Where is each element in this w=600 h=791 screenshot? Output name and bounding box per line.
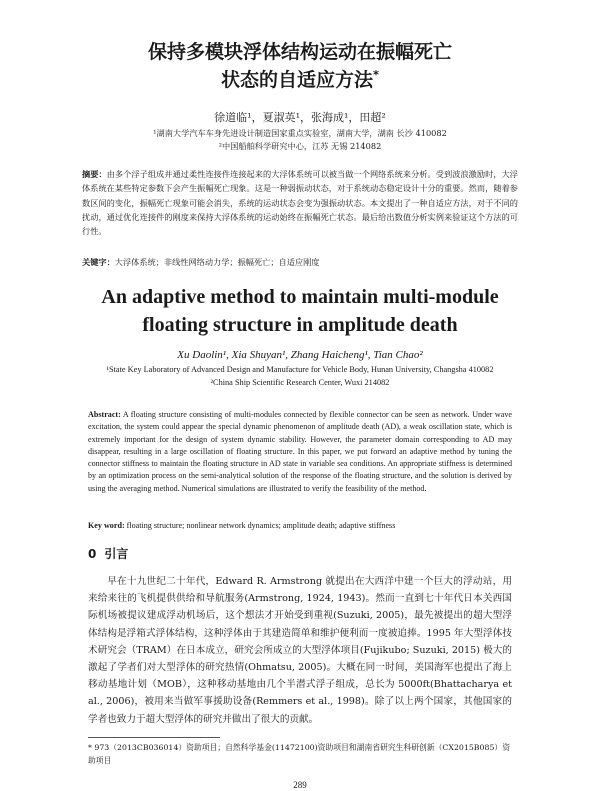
english-title <box>40 283 560 339</box>
page-number: 289 <box>293 780 307 790</box>
english-authors: Xu Daolin¹, Xia Shuyan¹, Zhang Haicheng¹, Tian Chao² <box>177 349 423 361</box>
chinese-keywords <box>82 257 518 268</box>
english-affiliation-2: ²China Ship Scientific Research Center, Wuxi 214082 <box>210 377 390 387</box>
chinese-title-line-2 <box>40 66 560 94</box>
chinese-title-line-2-text: 状态的自适应方法 <box>221 69 374 91</box>
chinese-affiliations <box>60 127 540 153</box>
chinese-affiliation-2: ²中国船舶科学研究中心，江苏 无锡 214082 <box>218 141 382 151</box>
introduction-paragraph: 早在十九世纪二十年代，Edward R. Armstrong 就提出在大西洋中建一个巨大的浮动站，用来给来往的飞机提供供给和导航服务(Armstrong, 1924, 1943)。然而一直到七十年代日本关西国际机场被提议建成浮动机场后，这个想法才开始受到重视(Suzuki, 2005)，最先被提出的超大型浮体结构是浮箱式浮体结构，这种浮体由于其建造简单和维护便利而一度被追捧。1995 年大型浮体技术研究会（TRAM）在日本成立，研究会所成立的大型浮体项目(Fujikubo; Suzuki, 2015) 极大的激起了学者们对大型浮体的研究热情(Ohmatsu, 2005)。大概在同一时间，美国海军也提出了海上移动基地计划（MOB），这种移动基地由几个半潜式浮子组成，总长为 5000ft(Bhattacharya et al., 2006)，被用来当做军事援助设备(Remmers et al., 1998)。除了以上两个国家，其他国家的学者也致力于超大型浮体的研究并做出了很大的贡献。 <box>88 576 512 725</box>
title-footnote-mark: * <box>373 67 379 82</box>
english-abstract <box>88 409 512 495</box>
chinese-keywords-label: 关键字： <box>82 257 115 267</box>
chinese-affiliation-1: ¹湖南大学汽车车身先进设计制造国家重点实验室，湖南大学，湖南 长沙 410082 <box>153 128 447 138</box>
english-affiliations <box>80 364 520 389</box>
english-title-line-1: An adaptive method to maintain multi-module <box>101 286 499 308</box>
chinese-keywords-text: 大浮体系统；非线性网络动力学；振幅死亡；自适应刚度 <box>114 257 320 267</box>
section-number: 0 <box>88 547 97 561</box>
chinese-abstract-text: 由多个浮子组成并通过柔性连接件连接起来的大浮体系统可以被当做一个网络系统来分析。受到波浪激励时，大浮体系统在某些特定参数下会产生振幅死亡现象。这是一种弱振动状态，对于系统动态稳定设计十分的重要。然而，随着参数区间的变化，振幅死亡现象可能会消失，系统的运动状态会变为强振动状态。本文提出了一种自适应方法，对于不同的扰动，通过优化连接件的刚度来保持大浮体系统的运动始终在振幅死亡状态。最后给出数值分析实例来验证这个方法的可行性。 <box>82 169 518 237</box>
english-abstract-text: A floating structure consisting of multi-modules connected by flexible connector can be seen as network. Under wave excitation, the system could appear the special dynamic phenomenon of amplitude death (AD), a weak oscillation state, which is extremely important for the design of system dynamic stability. However, the parameter domain corresponding to AD may disappear, resulting in a large oscillation of floating structure. In this paper, we put forward an adaptive method by tuning the connector stiffness to maintain the floating structure in AD state in variable sea conditions. An appropriate stiffness is determined by an optimization process on the semi-analytical solution of the response of the floating structure, and the solution is derived by using the averaging method. Numerical simulations are illustrated to verify the feasibility of the method. <box>88 410 512 493</box>
chinese-title-line-1: 保持多模块浮体结构运动在振幅死亡 <box>147 41 452 63</box>
chinese-authors: 徐道临¹，夏淑英¹，张海成¹，田超² <box>214 111 386 124</box>
english-abstract-label: Abstract: <box>88 410 121 419</box>
chinese-abstract <box>82 167 518 238</box>
english-affiliation-1: ¹State Key Laboratory of Advanced Design and Manufacture for Vehicle Body, Hunan University, Changsha 410082 <box>106 365 494 374</box>
english-keywords-label: Key word: <box>88 521 125 530</box>
english-keywords <box>88 521 512 530</box>
chinese-abstract-label: 摘要： <box>82 169 107 179</box>
english-title-line-2: floating structure in amplitude death <box>142 314 458 336</box>
section-heading <box>88 545 136 562</box>
chinese-title <box>40 38 560 94</box>
section-title: 引言 <box>104 547 129 561</box>
english-keywords-text: floating structure; nonlinear network dynamics; amplitude death; adaptive stiffness <box>126 521 396 530</box>
funding-footnote: * 973（2013CB036014）资助项目；自然科学基金(11472100)资助项目和湖南省研究生科研创新（CX2015B085）资助项目 <box>88 743 510 765</box>
footnote-divider <box>88 737 220 738</box>
